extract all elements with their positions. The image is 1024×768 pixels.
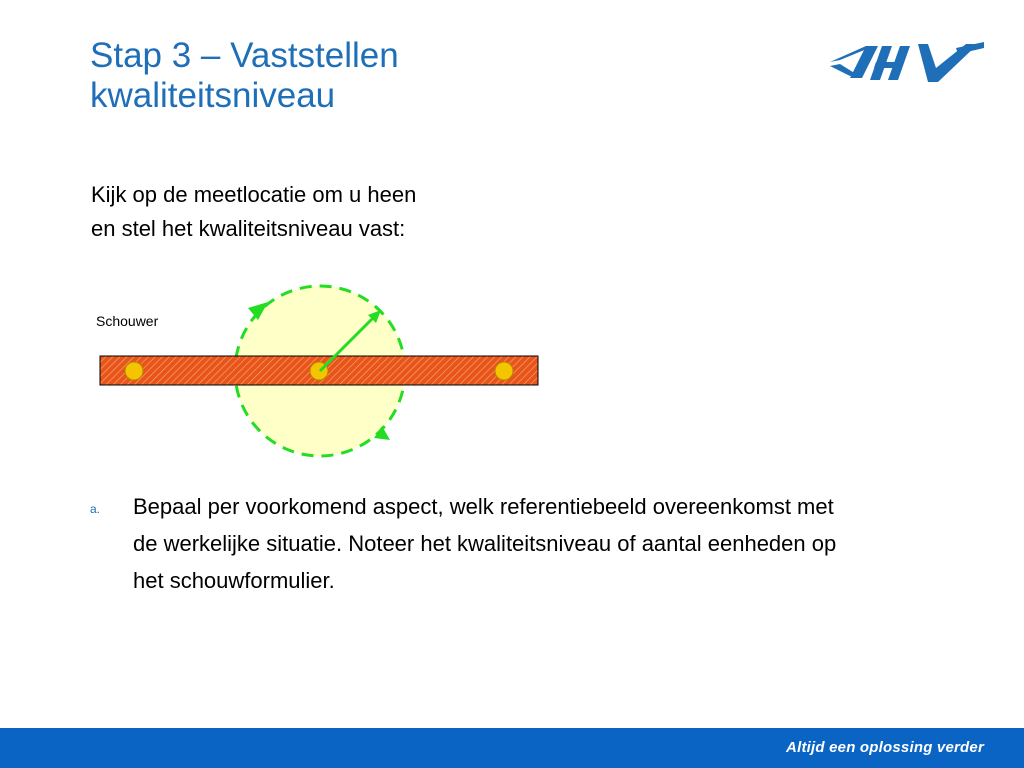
schouwer-diagram — [90, 280, 550, 465]
footer-tagline: Altijd een oplossing verder — [786, 739, 984, 756]
dhv-logo — [826, 38, 986, 90]
list-item — [90, 488, 850, 599]
slide-title — [90, 36, 690, 116]
list-marker: a. — [90, 502, 101, 516]
intro-line-2: en stel het kwaliteitsniveau vast: — [91, 216, 406, 241]
footer-bar — [0, 728, 1024, 768]
list-item-text: Bepaal per voorkomend aspect, welk referentiebeeld overeenkomst met de werkelijke situatie. Noteer het kwaliteitsniveau of aantal eenheden op het schouwformulier. — [133, 494, 837, 593]
measure-point-3 — [495, 362, 513, 380]
schouwer-label: Schouwer — [96, 313, 159, 329]
title-line-1: Stap 3 – Vaststellen — [90, 36, 399, 75]
intro-line-1: Kijk op de meetlocatie om u heen — [91, 182, 417, 207]
instruction-list — [90, 488, 850, 599]
title-line-2: kwaliteitsniveau — [90, 76, 336, 115]
measure-point-1 — [125, 362, 143, 380]
intro-text — [91, 178, 416, 246]
